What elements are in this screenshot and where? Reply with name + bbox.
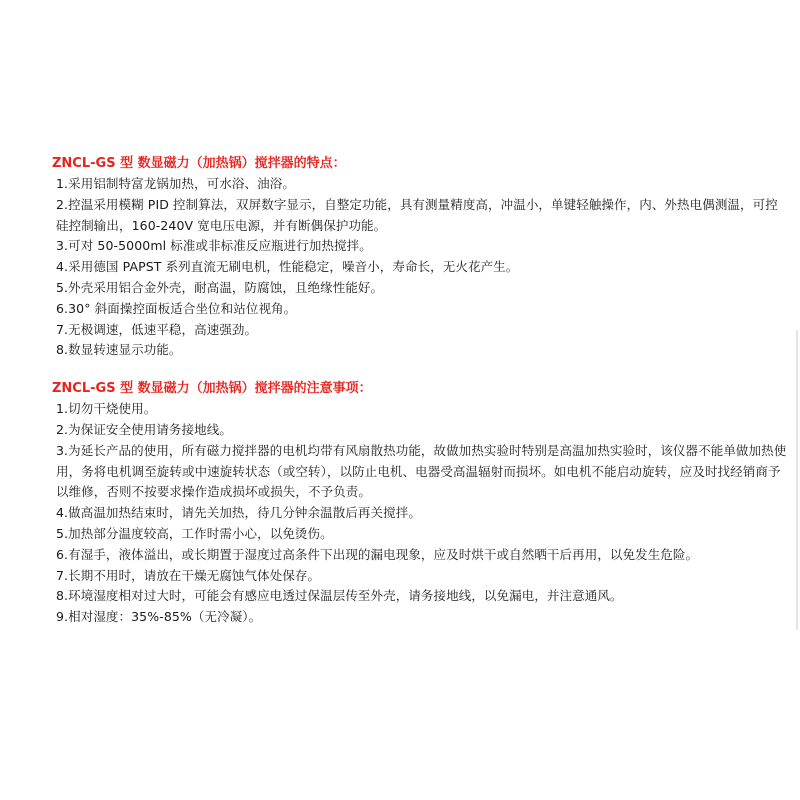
list-item: 5.外壳采用铝合金外壳，耐高温，防腐蚀，且绝缘性能好。 xyxy=(56,279,384,295)
precautions-section xyxy=(52,379,792,628)
list-item: 3.可对 50-5000ml 标准或非标准反应瓶进行加热搅拌。 xyxy=(56,238,372,254)
list-item: 6.有湿手，液体溢出，或长期置于湿度过高条件下出现的漏电现象，应及时烘干或自然晒干后再用，以免发生危险。 xyxy=(56,546,699,562)
list-item: 3.为延长产品的使用，所有磁力搅拌器的电机均带有风扇散热功能，故做加热实验时特别是高温加热实验时，该仪器不能单做加热使用，务将电机调至旋转或中速旋转状态（或空转），以防止电机、电器受高温辐射而损坏。如电机不能启动旋转，应及时找经销商予以维修，否则不按要求操作造成损坏或损失，不予负责。 xyxy=(56,442,787,500)
list-item: 8.环境湿度相对过大时，可能会有感应电透过保温层传至外壳，请务接地线，以免漏电，并注意通风。 xyxy=(56,588,623,604)
list-item: 1.切勿干烧使用。 xyxy=(56,401,157,417)
features-section xyxy=(52,154,792,361)
list-item: 2.控温采用模糊 PID 控制算法，双屏数字显示，自整定功能，具有测量精度高，冲温小，单键轻触操作，内、外热电偶测温，可控硅控制输出，160-240V 宽电压电源，并有断偶保护功能。 xyxy=(56,196,778,233)
list-item: 4.做高温加热结束时，请先关加热，待几分钟余温散后再关搅拌。 xyxy=(56,505,421,521)
list-item: 7.长期不用时，请放在干燥无腐蚀气体处保存。 xyxy=(56,567,321,583)
right-edge-divider xyxy=(796,330,798,630)
list-item: 5.加热部分温度较高，工作时需小心，以免烫伤。 xyxy=(56,525,333,541)
list-item: 9.相对湿度：35%-85%（无冷凝）。 xyxy=(56,609,262,625)
document-body xyxy=(52,154,792,646)
list-item: 4.采用德国 PAPST 系列直流无刷电机，性能稳定，噪音小，寿命长，无火花产生。 xyxy=(56,259,519,275)
features-title: ZNCL-GS 型 数显磁力（加热锅）搅拌器的特点： xyxy=(52,156,346,171)
features-list xyxy=(52,174,792,361)
list-item: 7.无极调速，低速平稳，高速强劲。 xyxy=(56,321,258,337)
precautions-title: ZNCL-GS 型 数显磁力（加热锅）搅拌器的注意事项： xyxy=(52,381,372,397)
list-item: 1.采用铝制特富龙锅加热，可水浴、油浴。 xyxy=(56,176,295,191)
precautions-list xyxy=(52,399,792,628)
list-item: 6.30° 斜面操控面板适合坐位和站位视角。 xyxy=(56,300,297,316)
list-item: 8.数显转速显示功能。 xyxy=(56,342,182,358)
list-item: 2.为保证安全使用请务接地线。 xyxy=(56,421,232,437)
